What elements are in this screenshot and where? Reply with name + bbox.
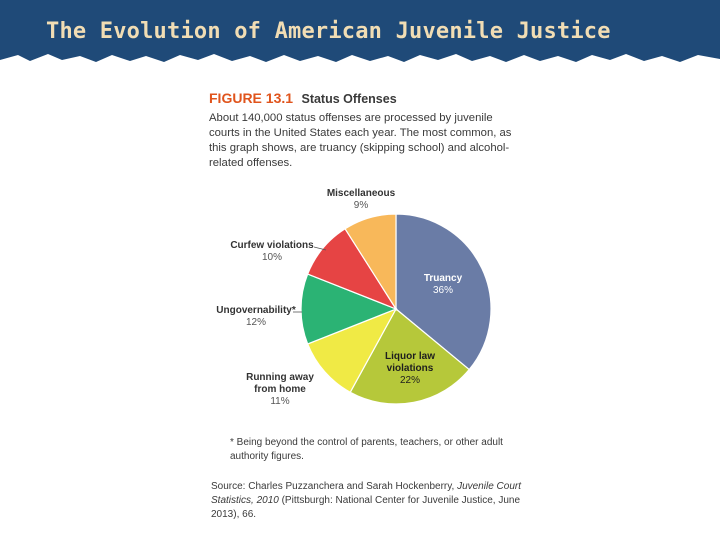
chart-footnote: * Being beyond the control of parents, teachers, or other adult authority figures.: [230, 437, 503, 462]
figure-title: Status Offenses: [301, 92, 397, 106]
slice-label: Truancy: [423, 273, 463, 284]
slice-value-label: 10%: [261, 252, 283, 263]
slice-label: Miscellaneous: [326, 188, 396, 199]
slice-label: Liquor law violations: [385, 351, 435, 374]
slide-title: The Evolution of American Juvenile Justice: [46, 19, 611, 44]
source-citation: [211, 480, 521, 522]
figure-caption: About 140,000 status offenses are processed by juvenile courts in the United States each year. The most common, as this graph shows, are truancy (skipping school) and alcohol-related offenses.: [209, 112, 512, 169]
slice-value-label: 12%: [245, 317, 267, 328]
source-prefix: Source: Charles Puzzanchera and Sarah Hockenberry,: [211, 481, 458, 492]
slice-value-label: 22%: [399, 375, 421, 386]
slice-label: Running away from home: [246, 372, 314, 395]
slice-label: Curfew violations: [230, 240, 314, 251]
slice-label: Ungovernability*: [216, 305, 296, 316]
figure-number: FIGURE 13.1: [209, 90, 294, 106]
source-suffix: (Pittsburgh: National Center for Juvenile Justice, June 2013), 66.: [211, 495, 521, 520]
slice-value-label: 9%: [353, 200, 369, 211]
slice-value-label: 36%: [432, 285, 454, 296]
slice-value-label: 11%: [270, 396, 290, 407]
source-title: Juvenile Court Statistics, 2010: [211, 481, 521, 506]
